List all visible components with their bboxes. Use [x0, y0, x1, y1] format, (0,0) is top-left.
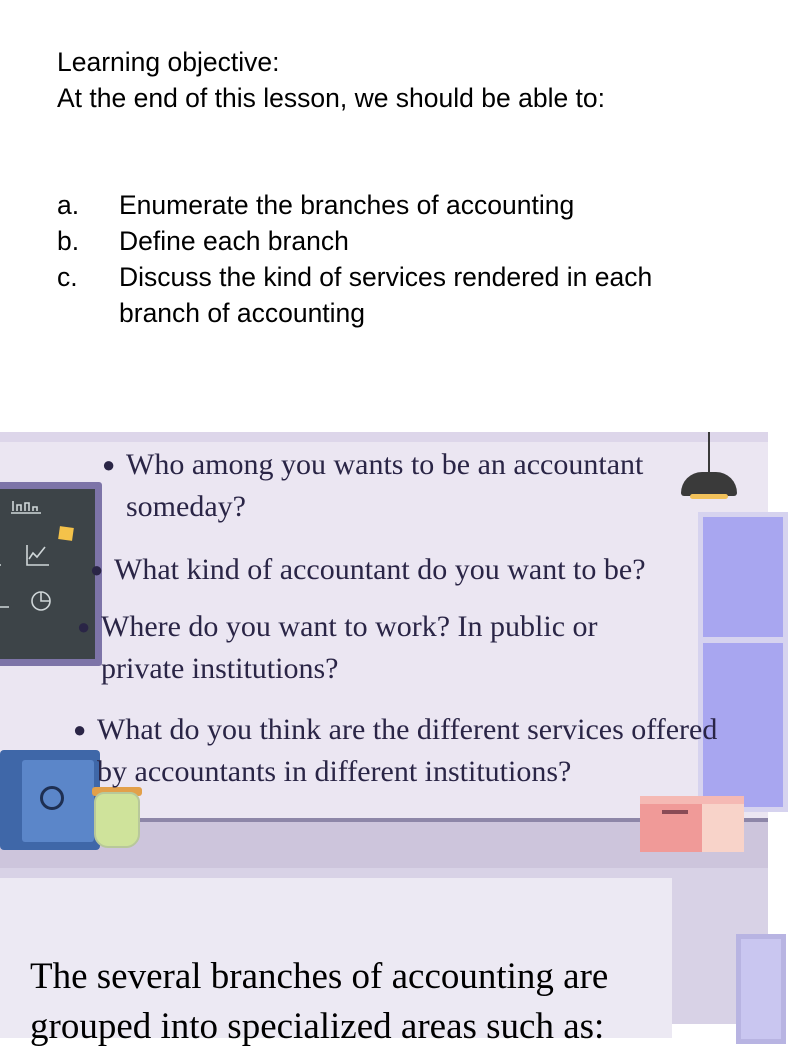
question-item	[77, 606, 677, 690]
objective-marker: b.	[57, 226, 80, 256]
objective-marker: a.	[57, 190, 80, 220]
money-jar-icon	[94, 792, 140, 848]
bullet-icon: ●	[77, 614, 91, 639]
objective-heading: Learning objective:	[57, 47, 280, 77]
bullet-icon: ●	[90, 557, 104, 582]
slide-learning-objective	[0, 0, 768, 432]
box-side	[702, 800, 744, 852]
wall-shade	[0, 432, 768, 442]
slide-questions	[0, 432, 768, 868]
question-item	[73, 709, 753, 793]
objective-text: Define each branch	[119, 226, 349, 256]
question-item	[90, 549, 740, 591]
branches-summary: The several branches of accounting are grouped into specialized areas such as:	[30, 956, 609, 1047]
window-icon	[736, 934, 786, 1044]
question-item	[102, 444, 742, 528]
objective-list	[57, 187, 697, 331]
window-bar	[703, 637, 783, 643]
objective-item	[57, 259, 697, 331]
bullet-icon: ●	[73, 717, 87, 742]
box-lid	[640, 796, 744, 804]
slide-branches	[0, 868, 768, 1047]
sticky-note	[58, 526, 74, 541]
objective-text: Enumerate the branches of accounting	[119, 190, 575, 220]
objective-marker: c.	[57, 262, 78, 292]
objective-item	[57, 187, 697, 223]
question-text: What do you think are the different services offered by accountants in different institutions?	[97, 713, 718, 788]
objective-item	[57, 223, 697, 259]
question-text: Who among you wants to be an accountant someday?	[126, 448, 644, 523]
objective-intro: At the end of this lesson, we should be able to:	[57, 83, 606, 113]
question-text: What kind of accountant do you want to be?	[114, 553, 646, 586]
objective-text: Discuss the kind of services rendered in each branch of accounting	[119, 262, 653, 328]
bullet-icon: ●	[102, 452, 116, 477]
box-handle	[662, 810, 688, 814]
safe-dial	[40, 786, 64, 810]
question-text: Where do you want to work? In public or private institutions?	[101, 610, 598, 685]
